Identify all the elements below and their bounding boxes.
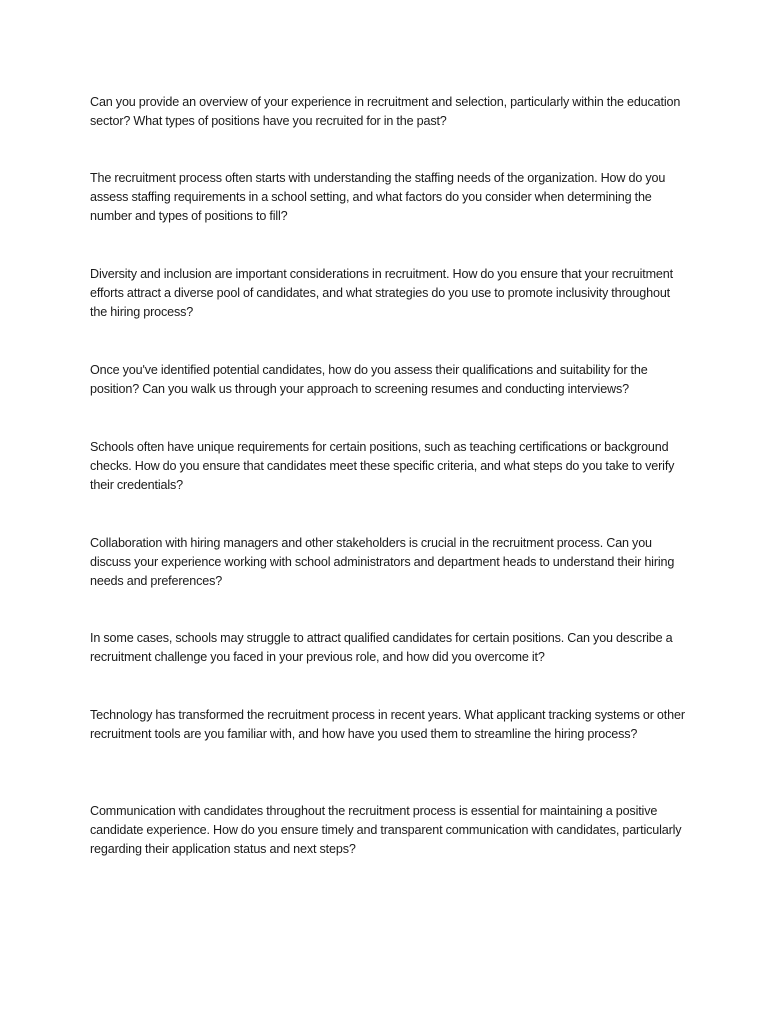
- question-paragraph: The recruitment process often starts with understanding the staffing needs of the organization. How do you assess staffing requirements in a school setting, and what factors do you consider when determining the number and types of positions to fill?: [90, 171, 666, 223]
- question-paragraph: Schools often have unique requirements for certain positions, such as teaching certifications or background checks. How do you ensure that candidates meet these specific criteria, and what steps do you take to verify their credentials?: [90, 440, 675, 492]
- question-paragraph: Diversity and inclusion are important considerations in recruitment. How do you ensure that your recruitment efforts attract a diverse pool of candidates, and what strategies do you use to promote inclusivity throughout the hiring process?: [90, 267, 673, 319]
- question-paragraph: Once you've identified potential candidates, how do you assess their qualifications and suitability for the position? Can you walk us through your approach to screening resumes and conducting interviews?: [90, 363, 648, 396]
- question-paragraph: Technology has transformed the recruitment process in recent years. What applicant tracking systems or other recruitment tools are you familiar with, and how have you used them to streamline the hiring process?: [90, 708, 685, 741]
- question-paragraph: Communication with candidates throughout the recruitment process is essential for maintaining a positive candidate experience. How do you ensure timely and transparent communication with candidates, particularly regarding their application status and next steps?: [90, 804, 682, 856]
- question-paragraph: In some cases, schools may struggle to attract qualified candidates for certain positions. Can you describe a recruitment challenge you faced in your previous role, and how did you overcome it?: [90, 631, 673, 664]
- question-paragraph: Collaboration with hiring managers and other stakeholders is crucial in the recruitment process. Can you discuss your experience working with school administrators and department heads to understand their hiring needs and preferences?: [90, 536, 675, 588]
- question-paragraph: Can you provide an overview of your experience in recruitment and selection, particularly within the education sector? What types of positions have you recruited for in the past?: [90, 95, 681, 128]
